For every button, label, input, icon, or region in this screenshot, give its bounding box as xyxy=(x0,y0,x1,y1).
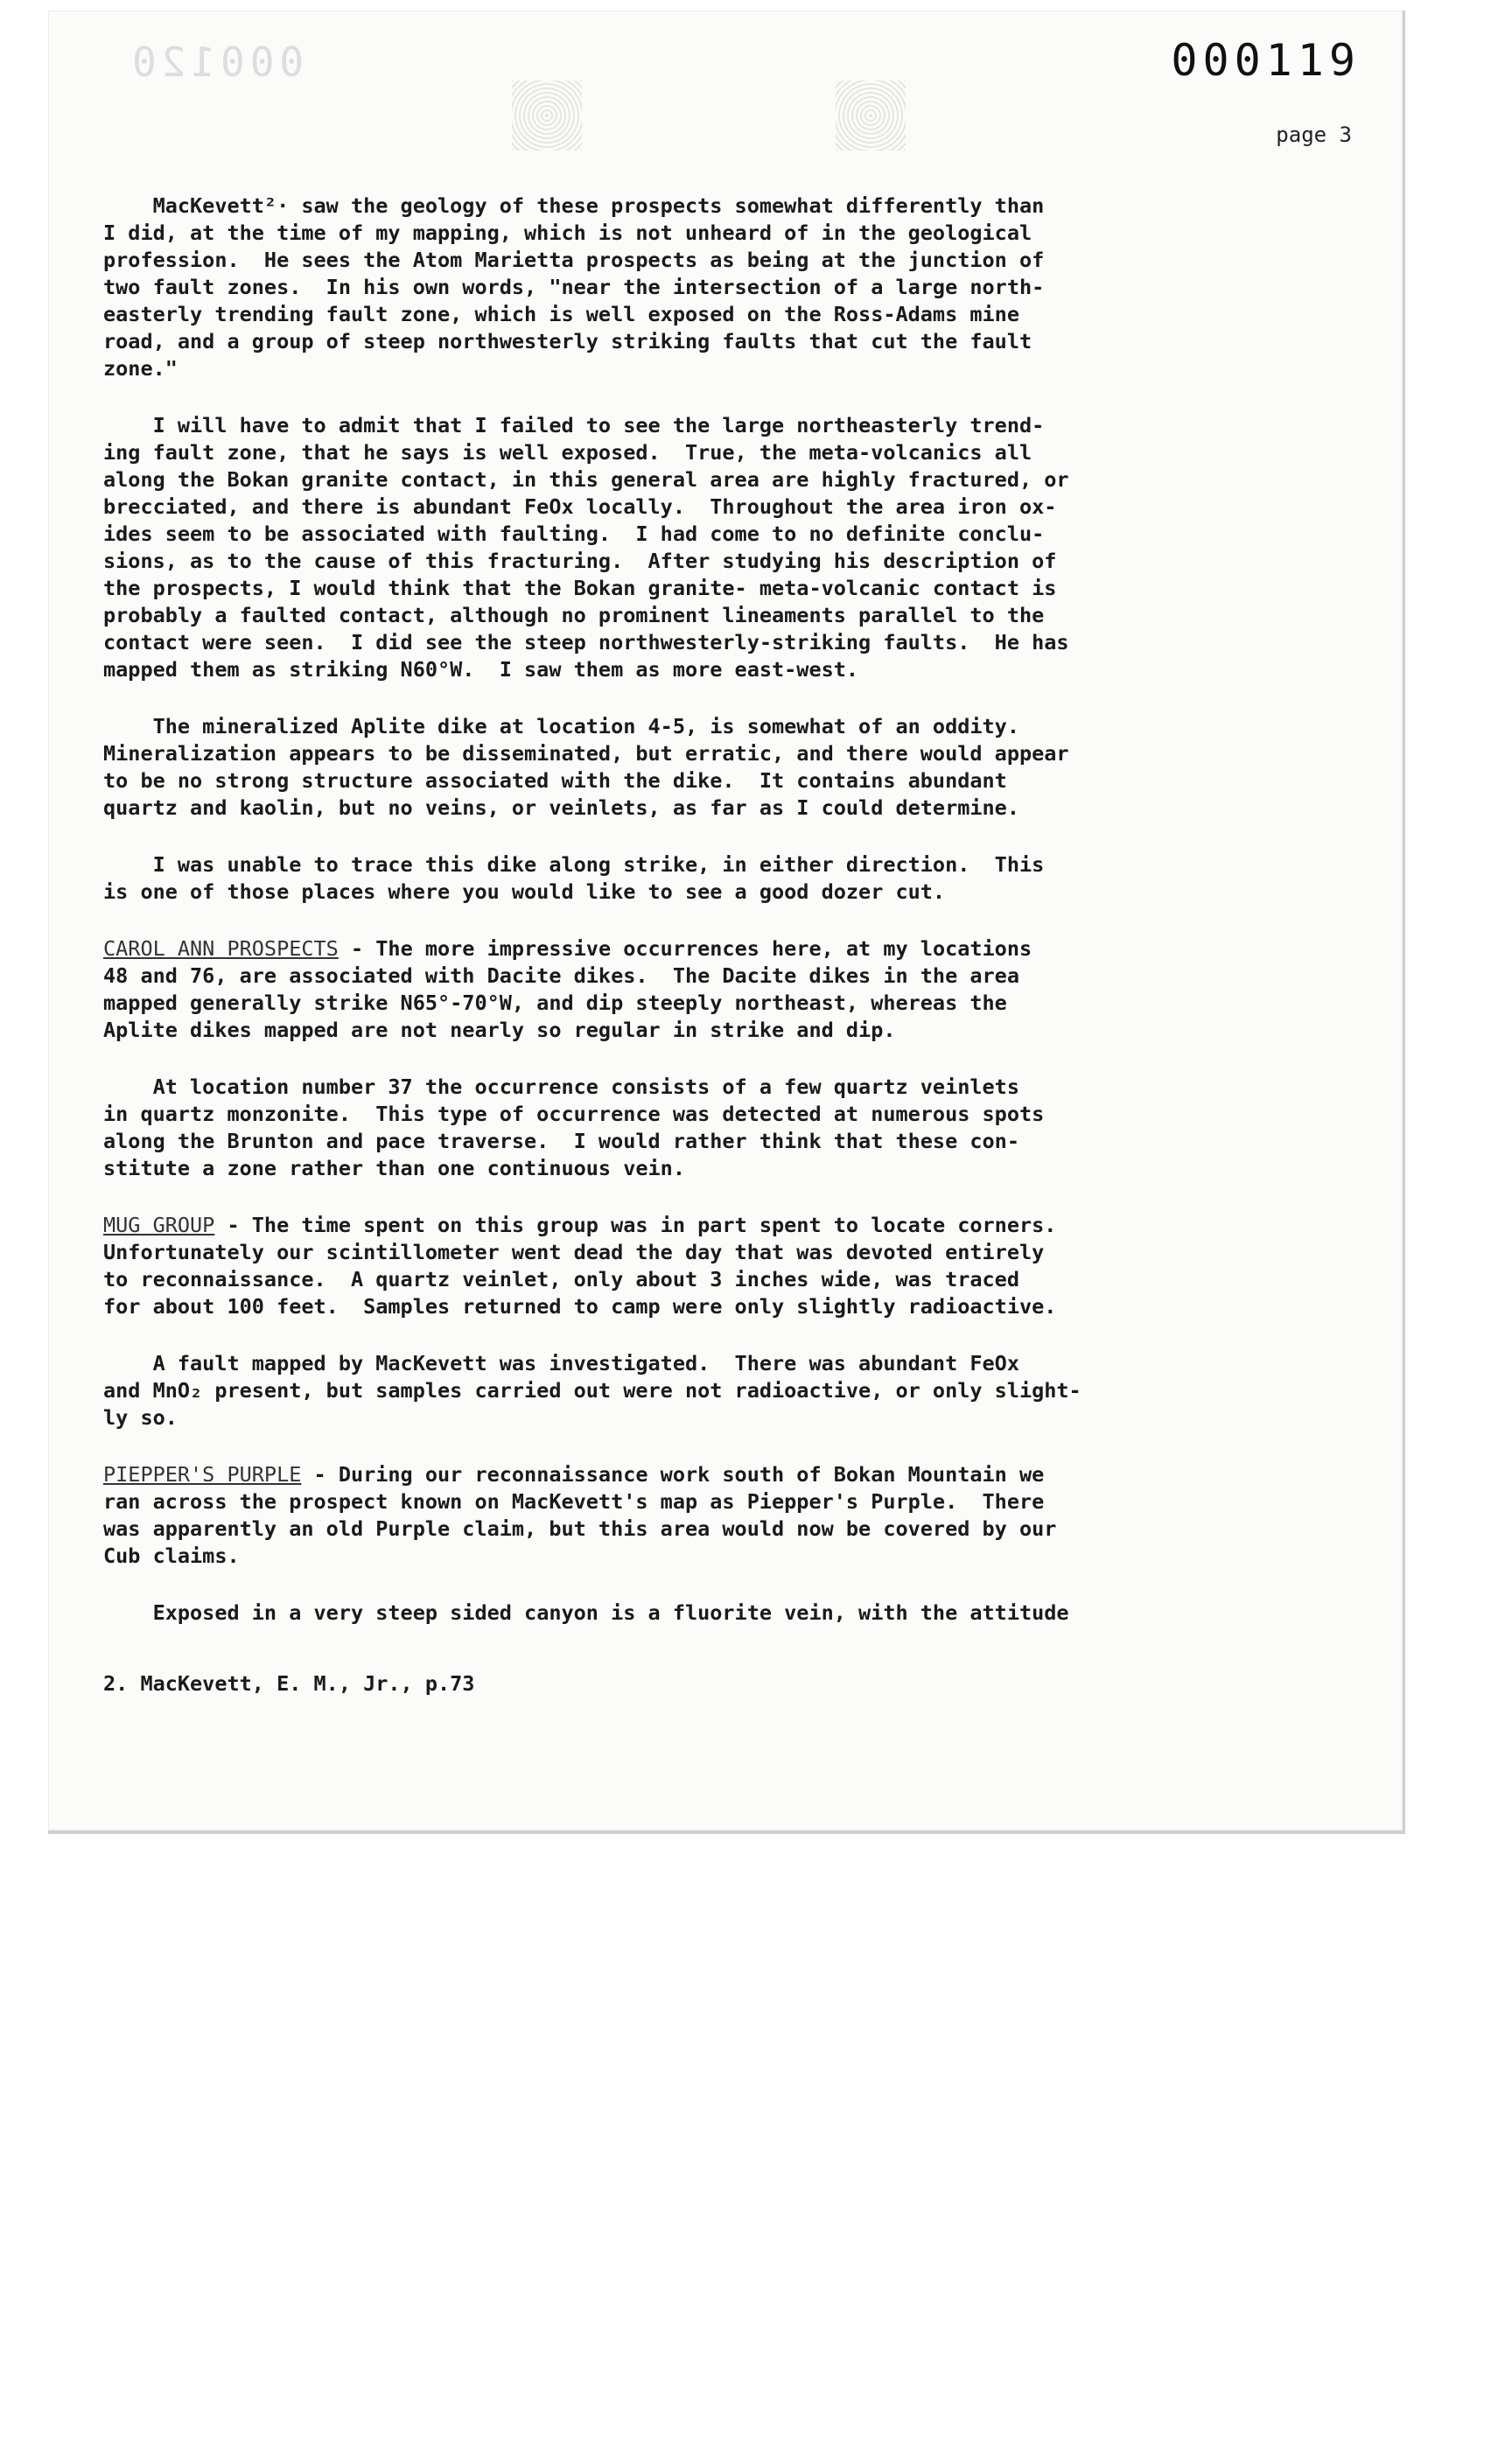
line-text: the prospects, I would think that the Bokan granite- meta-volcanic contact is xyxy=(103,576,1057,600)
line-text: in quartz monzonite. This type of occurrence was detected at numerous spots xyxy=(103,1102,1045,1126)
line-text: Aplite dikes mapped are not nearly so regular in strike and dip. xyxy=(103,1018,896,1042)
paragraph xyxy=(103,713,1241,822)
line-text: I did, at the time of my mapping, which is not unheard of in the geological xyxy=(103,220,1032,245)
line-text: ran across the prospect known on MacKevett's map as Piepper's Purple. There xyxy=(103,1489,1045,1514)
text-line xyxy=(103,328,1241,355)
footnote: 2. MacKevett, E. M., Jr., p.73 xyxy=(103,1671,475,1696)
text-line xyxy=(103,1128,1241,1155)
line-text: At location number 37 the occurrence consists of a few quartz veinlets xyxy=(103,1074,1019,1099)
text-line xyxy=(103,1293,1241,1320)
line-text: MacKevett²· saw the geology of these prospects somewhat differently than xyxy=(103,193,1045,218)
text-line xyxy=(103,412,1241,439)
line-text: 48 and 76, are associated with Dacite dikes. The Dacite dikes in the area xyxy=(103,963,1019,988)
line-text: along the Bokan granite contact, in this general area are highly fractured, or xyxy=(103,467,1069,492)
line-text: probably a faulted contact, although no prominent lineaments parallel to the xyxy=(103,603,1045,627)
line-text: stitute a zone rather than one continuous vein. xyxy=(103,1156,685,1180)
text-line xyxy=(103,656,1241,683)
text-line xyxy=(103,851,1241,878)
text-line xyxy=(103,1377,1241,1404)
text-line xyxy=(103,767,1241,794)
line-text: I will have to admit that I failed to see the large northeasterly trend- xyxy=(103,413,1045,438)
text-line xyxy=(103,1239,1241,1266)
text-line xyxy=(103,274,1241,301)
scan-smudge xyxy=(512,80,582,150)
text-line xyxy=(103,935,1241,962)
text-line xyxy=(103,192,1241,220)
line-text: Mineralization appears to be disseminated, but erratic, and there would appear xyxy=(103,741,1069,766)
bleedthrough-stamp: 000120 xyxy=(127,38,304,86)
paragraph xyxy=(103,1350,1241,1432)
text-line xyxy=(103,494,1241,521)
text-line xyxy=(103,355,1241,382)
page-number: page 3 xyxy=(1276,122,1352,147)
line-text: - The time spent on this group was in part spent to locate corners. xyxy=(214,1213,1057,1237)
text-line xyxy=(103,794,1241,822)
line-text: quartz and kaolin, but no veins, or veinlets, as far as I could determine. xyxy=(103,795,1019,820)
text-line xyxy=(103,466,1241,494)
line-text: sions, as to the cause of this fracturing. After studying his description of xyxy=(103,549,1057,573)
line-text: zone." xyxy=(103,356,178,381)
line-text: is one of those places where you would like to see a good dozer cut. xyxy=(103,879,946,904)
text-line xyxy=(103,1266,1241,1293)
text-line xyxy=(103,1074,1241,1101)
text-line xyxy=(103,740,1241,767)
line-text: easterly trending fault zone, which is well exposed on the Ross-Adams mine xyxy=(103,302,1019,326)
paragraph xyxy=(103,1600,1241,1627)
text-line xyxy=(103,220,1241,247)
line-text: for about 100 feet. Samples returned to camp were only slightly radioactive. xyxy=(103,1294,1057,1319)
text-line xyxy=(103,1404,1241,1432)
line-text: to be no strong structure associated with the dike. It contains abundant xyxy=(103,768,1007,793)
text-line xyxy=(103,629,1241,656)
text-line xyxy=(103,1101,1241,1128)
text-line xyxy=(103,878,1241,906)
line-text: two fault zones. In his own words, "near the intersection of a large north- xyxy=(103,275,1045,299)
line-text: and MnO₂ present, but samples carried out were not radioactive, or only slight- xyxy=(103,1378,1082,1403)
text-line xyxy=(103,602,1241,629)
paragraph xyxy=(103,851,1241,906)
text-line xyxy=(103,575,1241,602)
text-line xyxy=(103,713,1241,740)
line-text: contact were seen. I did see the steep northwesterly-striking faults. He has xyxy=(103,630,1069,654)
text-line xyxy=(103,1155,1241,1182)
paragraph xyxy=(103,935,1241,1044)
line-text: ly so. xyxy=(103,1405,178,1430)
line-text: Exposed in a very steep sided canyon is a fluorite vein, with the attitude xyxy=(103,1600,1069,1625)
text-line xyxy=(103,1600,1241,1627)
line-text: The mineralized Aplite dike at location 4-5, is somewhat of an oddity. xyxy=(103,714,1019,738)
line-text: mapped generally strike N65°-70°W, and dip steeply northeast, whereas the xyxy=(103,990,1007,1015)
text-line xyxy=(103,1017,1241,1044)
paragraph xyxy=(103,1461,1241,1570)
paragraph xyxy=(103,192,1241,382)
section-heading: MUG GROUP xyxy=(103,1213,215,1237)
line-text: A fault mapped by MacKevett was investigated. There was abundant FeOx xyxy=(103,1351,1019,1376)
text-line xyxy=(103,439,1241,466)
section-heading: CAROL ANN PROSPECTS xyxy=(103,936,339,961)
paragraph xyxy=(103,1074,1241,1182)
text-line xyxy=(103,1516,1241,1543)
text-line xyxy=(103,990,1241,1017)
text-line xyxy=(103,301,1241,328)
text-line xyxy=(103,521,1241,548)
line-text: Unfortunately our scintillometer went dead the day that was devoted entirely xyxy=(103,1240,1045,1264)
line-text: Cub claims. xyxy=(103,1544,240,1568)
scan-smudge xyxy=(836,80,906,150)
paragraph xyxy=(103,1212,1241,1320)
line-text: ides seem to be associated with faulting. I had come to no definite conclu- xyxy=(103,522,1045,546)
line-text: to reconnaissance. A quartz veinlet, only about 3 inches wide, was traced xyxy=(103,1267,1019,1292)
line-text: mapped them as striking N60°W. I saw them as more east-west. xyxy=(103,657,859,682)
line-text: I was unable to trace this dike along strike, in either direction. This xyxy=(103,852,1045,877)
text-line xyxy=(103,1543,1241,1570)
text-line xyxy=(103,1488,1241,1516)
text-line xyxy=(103,1350,1241,1377)
line-text: - During our reconnaissance work south of Bokan Mountain we xyxy=(301,1462,1045,1487)
line-text: brecciated, and there is abundant FeOx locally. Throughout the area iron ox- xyxy=(103,494,1057,519)
line-text: ing fault zone, that he says is well exposed. True, the meta-volcanics all xyxy=(103,440,1032,465)
paragraph xyxy=(103,412,1241,683)
text-line xyxy=(103,1461,1241,1488)
text-line xyxy=(103,247,1241,274)
line-text: road, and a group of steep northwesterly striking faults that cut the fault xyxy=(103,329,1032,354)
line-text: was apparently an old Purple claim, but this area would now be covered by our xyxy=(103,1516,1057,1541)
line-text: - The more impressive occurrences here, at my locations xyxy=(338,936,1032,961)
line-text: profession. He sees the Atom Marietta prospects as being at the junction of xyxy=(103,248,1045,272)
text-line xyxy=(103,962,1241,990)
text-line xyxy=(103,548,1241,575)
text-line xyxy=(103,1212,1241,1239)
document-number-stamp: 000119 xyxy=(1171,35,1361,86)
section-heading: PIEPPER'S PURPLE xyxy=(103,1462,302,1487)
line-text: along the Brunton and pace traverse. I would rather think that these con- xyxy=(103,1129,1019,1153)
document-body xyxy=(103,192,1241,1656)
